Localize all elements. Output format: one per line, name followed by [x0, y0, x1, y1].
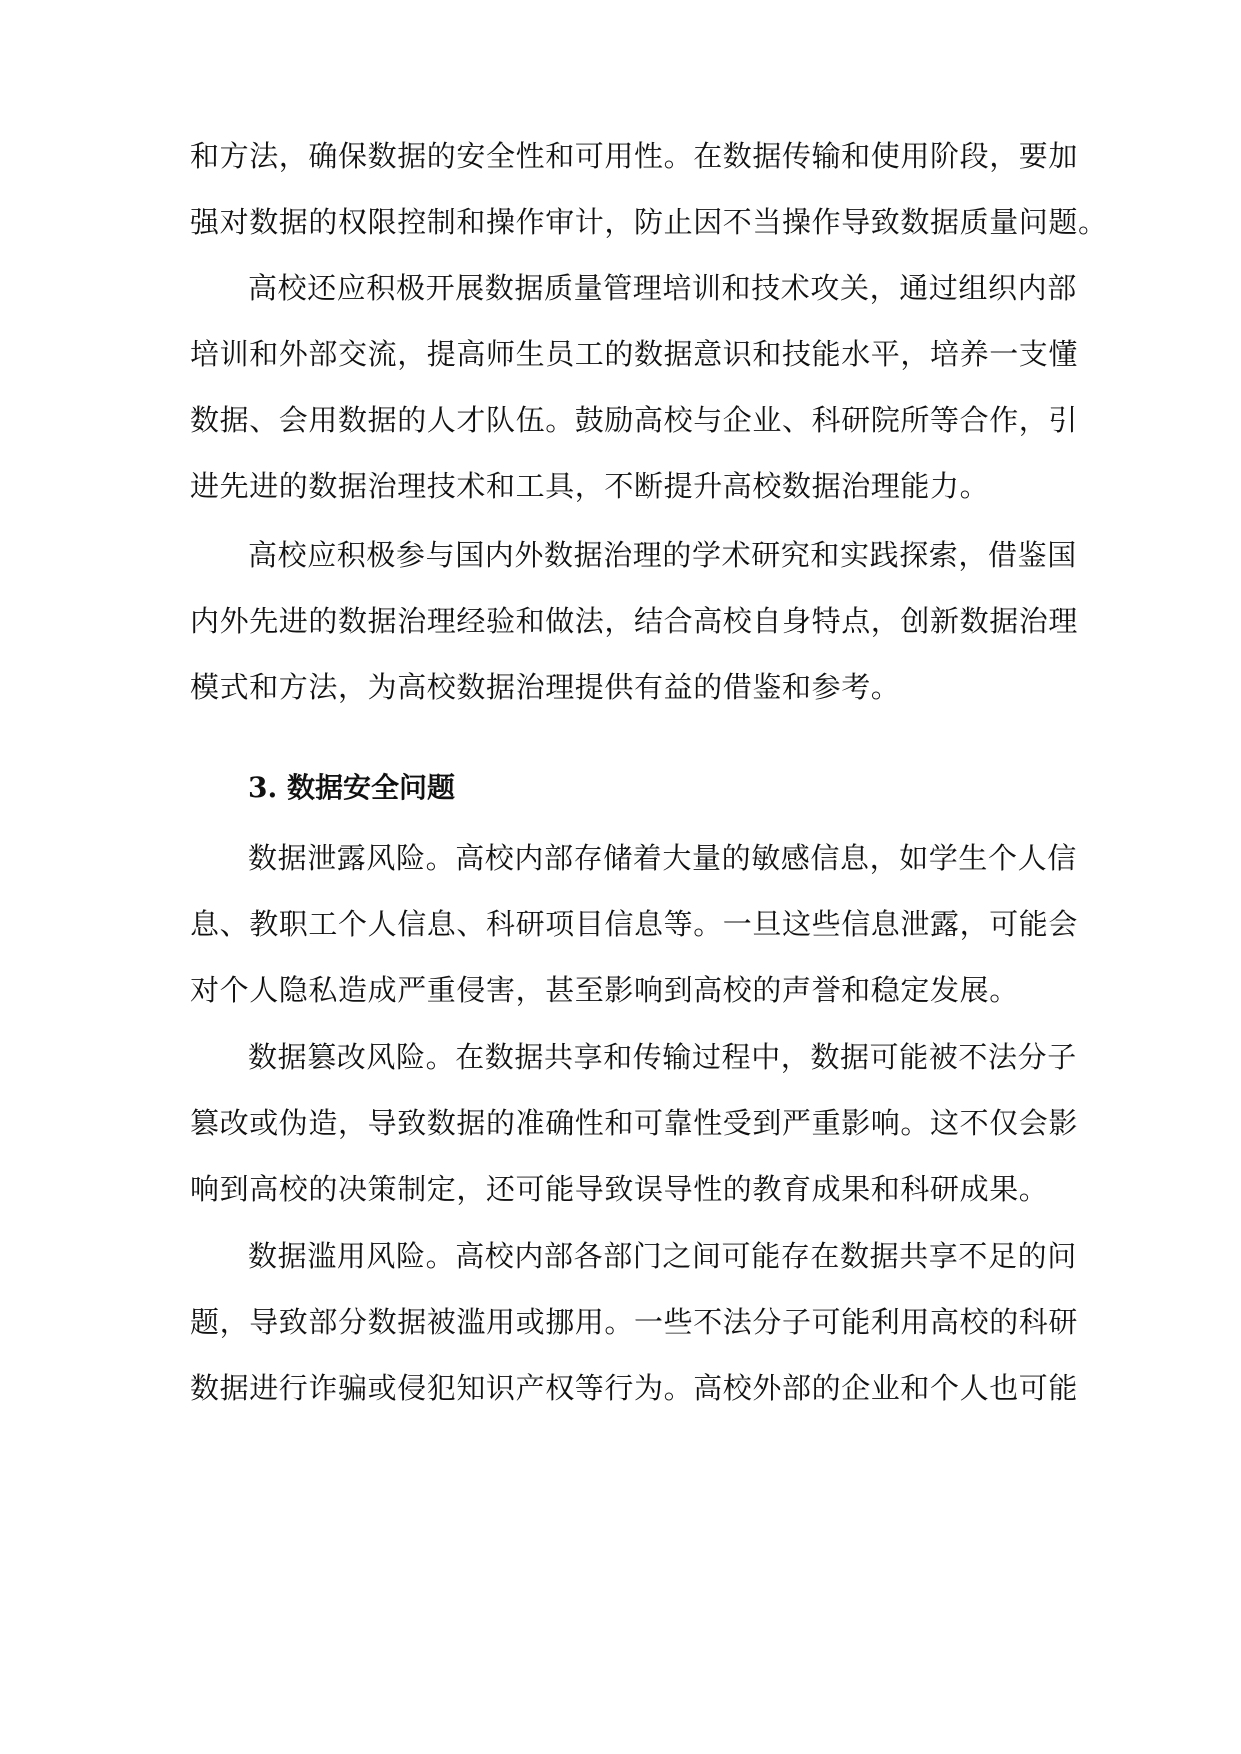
paragraph-1-line-2: 强对数据的权限控制和操作审计，防止因不当操作导致数据质量问题。 [190, 205, 1108, 239]
paragraph-2-line-3: 数据、会用数据的人才队伍。鼓励高校与企业、科研院所等合作，引 [190, 403, 1079, 437]
section-paragraph-2-line-2: 篡改或伪造，导致数据的准确性和可靠性受到严重影响。这不仅会影 [190, 1106, 1079, 1140]
paragraph-2-line-2: 培训和外部交流，提高师生员工的数据意识和技能水平，培养一支懂 [190, 337, 1079, 371]
paragraph-3-line-2: 内外先进的数据治理经验和做法，结合高校自身特点，创新数据治理 [190, 604, 1079, 638]
section-paragraph-1-line-2: 息、教职工个人信息、科研项目信息等。一旦这些信息泄露，可能会 [190, 907, 1079, 941]
paragraph-2-line-1: 高校还应积极开展数据质量管理培训和技术攻关，通过组织内部 [248, 271, 1077, 305]
section-heading: 3. 数据安全问题 [248, 771, 455, 804]
section-paragraph-3-line-2: 题，导致部分数据被滥用或挪用。一些不法分子可能利用高校的科研 [190, 1305, 1079, 1339]
section-paragraph-3-line-3: 数据进行诈骗或侵犯知识产权等行为。高校外部的企业和个人也可能 [190, 1371, 1079, 1405]
section-paragraph-1-line-3: 对个人隐私造成严重侵害，甚至影响到高校的声誉和稳定发展。 [190, 973, 1019, 1007]
section-paragraph-3-line-1: 数据滥用风险。高校内部各部门之间可能存在数据共享不足的问 [248, 1239, 1077, 1273]
section-paragraph-1-line-1: 数据泄露风险。高校内部存储着大量的敏感信息，如学生个人信 [248, 841, 1077, 875]
section-paragraph-2-line-3: 响到高校的决策制定，还可能导致误导性的教育成果和科研成果。 [190, 1172, 1049, 1206]
paragraph-3-line-3: 模式和方法，为高校数据治理提供有益的借鉴和参考。 [190, 670, 901, 704]
section-paragraph-2-line-1: 数据篡改风险。在数据共享和传输过程中，数据可能被不法分子 [248, 1040, 1077, 1074]
paragraph-3-line-1: 高校应积极参与国内外数据治理的学术研究和实践探索，借鉴国 [248, 538, 1077, 572]
paragraph-1-line-1: 和方法，确保数据的安全性和可用性。在数据传输和使用阶段，要加 [190, 139, 1079, 173]
paragraph-2-line-4: 进先进的数据治理技术和工具，不断提升高校数据治理能力。 [190, 469, 990, 503]
